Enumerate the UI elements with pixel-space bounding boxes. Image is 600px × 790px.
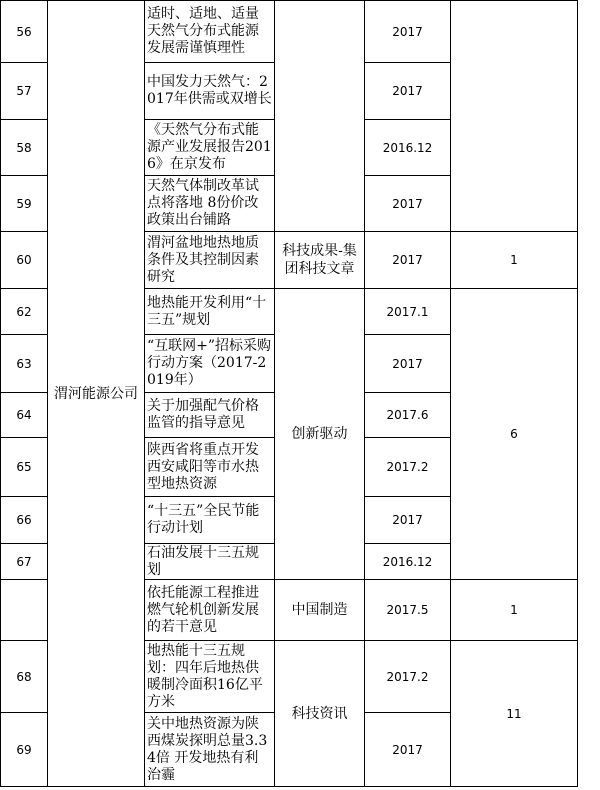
article-title: 关于加强配气价格监管的指导意见 xyxy=(145,393,275,438)
category-label: 科技成果-集团科技文章 xyxy=(275,232,365,289)
category-label: 创新驱动 xyxy=(275,289,365,580)
article-title: 天然气体制改革试点将落地 8份价改政策出台铺路 xyxy=(145,176,275,232)
article-title: “十三五”全民节能行动计划 xyxy=(145,497,275,544)
company-name: 渭河能源公司 xyxy=(48,1,145,787)
article-title: 陕西省将重点开发西安咸阳等市水热型地热资源 xyxy=(145,438,275,497)
article-title: 适时、适地、适量天然气分布式能源发展需谨慎理性 xyxy=(145,1,275,63)
article-date: 2017 xyxy=(365,1,451,63)
row-number: 69 xyxy=(1,713,48,787)
row-number: 59 xyxy=(1,176,48,232)
row-number: 64 xyxy=(1,393,48,438)
article-date: 2017 xyxy=(365,335,451,393)
category-count: 1 xyxy=(451,580,578,641)
row-number: 68 xyxy=(1,641,48,713)
row-number: 63 xyxy=(1,335,48,393)
row-number: 67 xyxy=(1,544,48,580)
row-number: 60 xyxy=(1,232,48,289)
article-title: 《天然气分布式能源产业发展报告2016》在京发布 xyxy=(145,120,275,176)
category-label: 中国制造 xyxy=(275,580,365,641)
article-title: 渭河盆地地热地质条件及其控制因素研究 xyxy=(145,232,275,289)
article-title: 关中地热资源为陕西煤炭探明总量3.34倍 开发地热有利治霾 xyxy=(145,713,275,787)
article-date: 2017.1 xyxy=(365,289,451,335)
article-date: 2017.2 xyxy=(365,641,451,713)
category-count: 11 xyxy=(451,641,578,787)
article-title: “互联网+”招标采购行动方案（2017-2019年） xyxy=(145,335,275,393)
article-date: 2016.12 xyxy=(365,120,451,176)
row-number: 58 xyxy=(1,120,48,176)
article-date: 2016.12 xyxy=(365,544,451,580)
row-number: 56 xyxy=(1,1,48,63)
category-count: 1 xyxy=(451,232,578,289)
row-number xyxy=(1,580,48,641)
article-date: 2017 xyxy=(365,232,451,289)
row-number: 57 xyxy=(1,63,48,120)
article-date: 2017 xyxy=(365,713,451,787)
article-title: 石油发展十三五规划 xyxy=(145,544,275,580)
article-title: 中国发力天然气：2017年供需或双增长 xyxy=(145,63,275,120)
category-cell-empty xyxy=(275,1,365,232)
article-title: 地热能开发利用“十三五”规划 xyxy=(145,289,275,335)
table-row xyxy=(1,1,578,63)
article-title: 地热能十三五规划：四年后地热供暖制冷面积16亿平方米 xyxy=(145,641,275,713)
count-cell-empty xyxy=(451,1,578,232)
article-date: 2017.2 xyxy=(365,438,451,497)
article-date: 2017.6 xyxy=(365,393,451,438)
row-number: 66 xyxy=(1,497,48,544)
article-title: 依托能源工程推进燃气轮机创新发展的若干意见 xyxy=(145,580,275,641)
article-date: 2017.5 xyxy=(365,580,451,641)
row-number: 65 xyxy=(1,438,48,497)
row-number: 62 xyxy=(1,289,48,335)
category-label: 科技资讯 xyxy=(275,641,365,787)
article-date: 2017 xyxy=(365,497,451,544)
category-count: 6 xyxy=(451,289,578,580)
article-date: 2017 xyxy=(365,176,451,232)
article-date: 2017 xyxy=(365,63,451,120)
